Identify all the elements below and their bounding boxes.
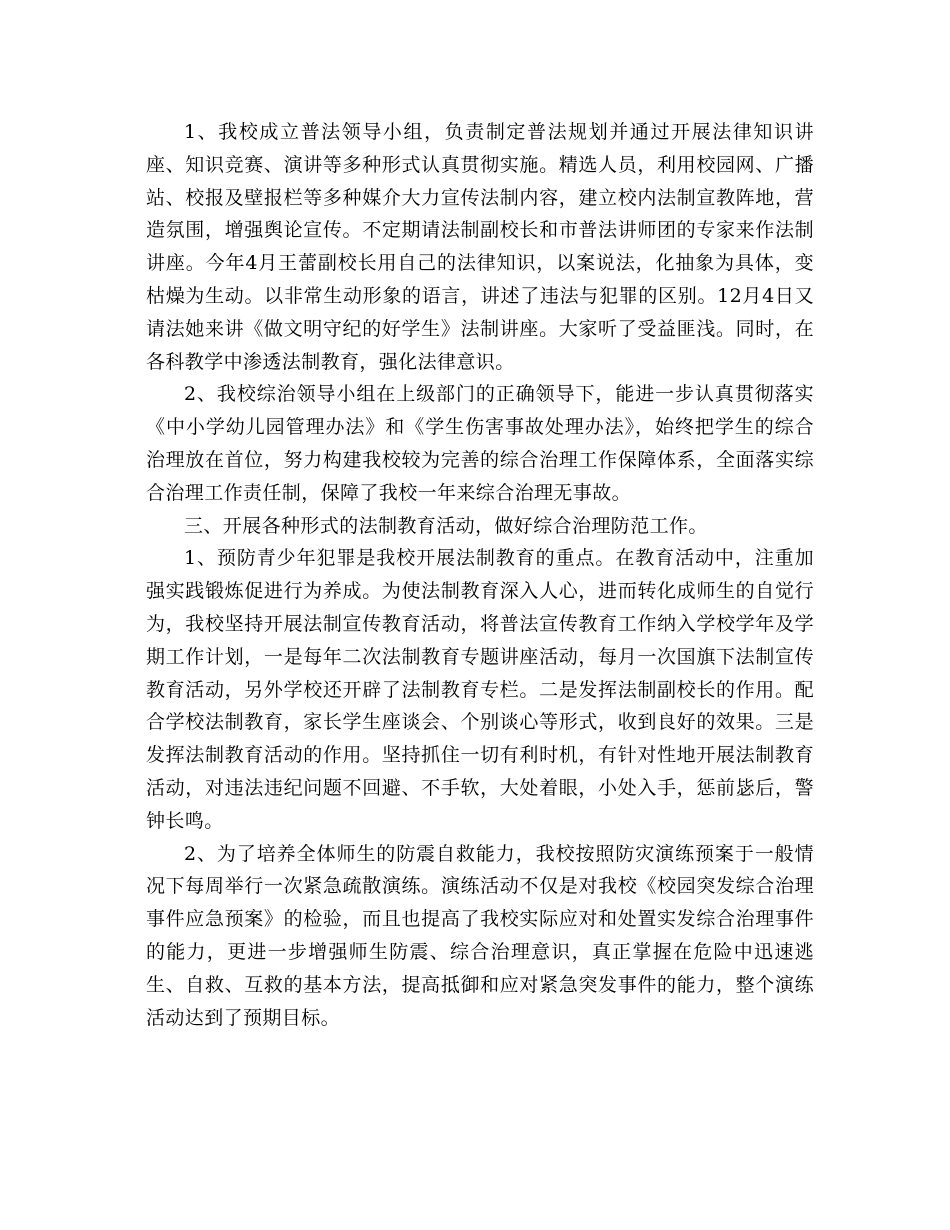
document-body	[146, 116, 814, 1034]
section-heading: 三、开展各种形式的法制教育活动，做好综合治理防范工作。	[184, 514, 708, 537]
paragraph-1: 1、我校成立普法领导小组，负责制定普法规划并通过开展法律知识讲座、知识竞赛、演讲等多种形式认真贯彻实施。精选人员，利用校园网、广播站、校报及壁报栏等多种媒介大力宣传法制内容，建立校内法制宣教阵地，营造氛围，增强舆论宣传。不定期请法制副校长和市普法讲师团的专家来作法制讲座。今年4月王蕾副校长用自己的法律知识，以案说法，化抽象为具体，变枯燥为生动。以非常生动形象的语言，讲述了违法与犯罪的区别。12月4日又请法她来讲《做文明守纪的好学生》法制讲座。大家听了受益匪浅。同时，在各科教学中渗透法制教育，强化法律意识。	[146, 121, 814, 373]
paragraph-3: 1、预防青少年犯罪是我校开展法制教育的重点。在教育活动中，注重加强实践锻炼促进行为养成。为使法制教育深入人心，进而转化成师生的自觉行为，我校坚持开展法制宣传教育活动，将普法宣传教育工作纳入学校学年及学期工作计划，一是每年二次法制教育专题讲座活动，每月一次国旗下法制宣传教育活动，另外学校还开辟了法制教育专栏。二是发挥法制副校长的作用。配合学校法制教育，家长学生座谈会、个别谈心等形式，收到良好的效果。三是发挥法制教育活动的作用。坚持抓住一切有利时机，有针对性地开展法制教育活动，对违法违纪问题不回避、不手软，大处着眼，小处入手，惩前毖后，警钟长鸣。	[146, 547, 814, 832]
paragraph-4: 2、为了培养全体师生的防震自救能力，我校按照防灾演练预案于一般情况下每周举行一次紧急疏散演练。演练活动不仅是对我校《校园突发综合治理事件应急预案》的检验，而且也提高了我校实际应对和处置实发综合治理事件的能力，更进一步增强师生防震、综合治理意识，真正掌握在危险中迅速逃生、自救、互救的基本方法，提高抵御和应对紧急突发事件的能力，整个演练活动达到了预期目标。	[146, 842, 814, 1029]
paragraph-2: 2、我校综治领导小组在上级部门的正确领导下，能进一步认真贯彻落实《中小学幼儿园管理办法》和《学生伤害事故处理办法》，始终把学生的综合治理放在首位，努力构建我校较为完善的综合治理工作保障体系，全面落实综合治理工作责任制，保障了我校一年来综合治理无事故。	[146, 383, 814, 504]
